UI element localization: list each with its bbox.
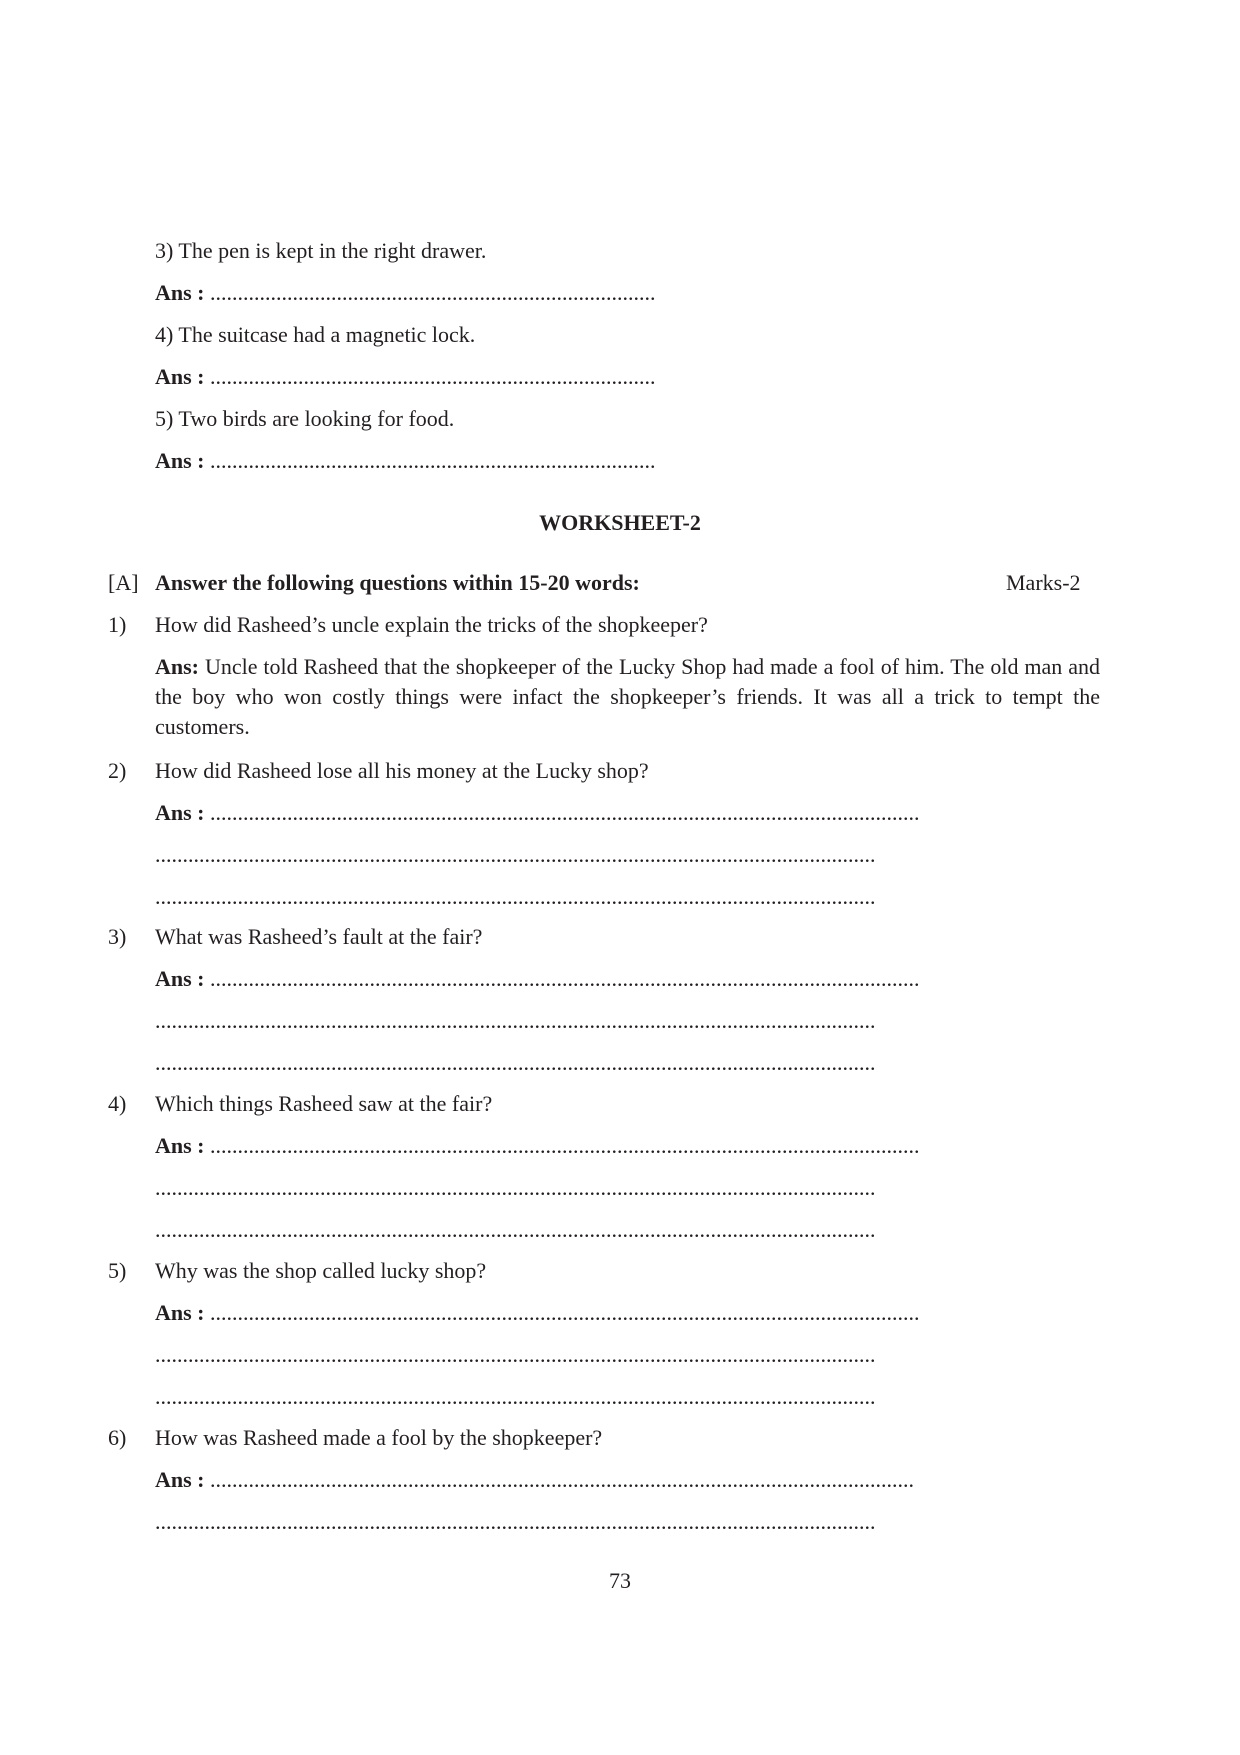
question-number: 6) xyxy=(108,1425,127,1450)
question-text: Why was the shop called lucky shop? xyxy=(155,1258,487,1283)
question-text: How did Rasheed lose all his money at the Lucky shop? xyxy=(155,758,649,783)
ans-label: Ans : xyxy=(155,800,205,825)
answer-continuation-line: ................................................................................................................................... xyxy=(155,1384,876,1409)
ans-label: Ans : xyxy=(155,1300,205,1325)
page-number: 73 xyxy=(609,1568,631,1593)
ans-dots: ................................................................................. xyxy=(210,280,656,305)
ans-label: Ans : xyxy=(155,364,205,389)
prev-answer-line-5 xyxy=(155,446,656,476)
answer-continuation-line: ................................................................................................................................... xyxy=(155,1050,876,1075)
answer-line xyxy=(155,798,920,828)
ans-label: Ans : xyxy=(155,448,205,473)
ans-dots: ................................................................................. xyxy=(210,364,656,389)
ans-dots: ................................................................................. xyxy=(210,448,656,473)
ans-dots: ................................................................................................................................. xyxy=(210,966,920,991)
ans-label: Ans: xyxy=(155,654,200,679)
prev-answer-line-3 xyxy=(155,278,656,308)
answer-continuation-line: ................................................................................................................................... xyxy=(155,1509,876,1534)
question-number: 1) xyxy=(108,612,127,637)
ans-label: Ans : xyxy=(155,280,205,305)
prev-answer-line-4 xyxy=(155,362,656,392)
question-text: What was Rasheed’s fault at the fair? xyxy=(155,924,483,949)
answer-continuation-line: ................................................................................................................................... xyxy=(155,1008,876,1033)
question-number: 3) xyxy=(108,924,127,949)
answer-continuation-line: ................................................................................................................................... xyxy=(155,1342,876,1367)
question-text: Which things Rasheed saw at the fair? xyxy=(155,1091,493,1116)
answer-line xyxy=(155,964,920,994)
prev-statement-3: 3) The pen is kept in the right drawer. xyxy=(155,238,487,263)
question-number: 4) xyxy=(108,1091,127,1116)
answer-continuation-line: ................................................................................................................................... xyxy=(155,1175,876,1200)
answer-continuation-line: ................................................................................................................................... xyxy=(155,1217,876,1242)
answer-paragraph xyxy=(155,652,1100,742)
ans-dots: ................................................................................................................................. xyxy=(210,1133,920,1158)
answer-text: Uncle told Rasheed that the shopkeeper of the Lucky Shop had made a fool of him. The old man and the boy who won costly things were infact the shopkeeper’s friends. It was all a trick to tempt the customers. xyxy=(155,654,1101,739)
answer-line xyxy=(155,1298,920,1328)
ans-label: Ans : xyxy=(155,1133,205,1158)
section-marks: Marks-2 xyxy=(1006,570,1081,595)
ans-dots: ................................................................................................................................. xyxy=(210,800,920,825)
answer-continuation-line: ................................................................................................................................... xyxy=(155,842,876,867)
prev-statement-4: 4) The suitcase had a magnetic lock. xyxy=(155,322,476,347)
answer-line xyxy=(155,1131,920,1161)
ans-dots: ................................................................................................................................ xyxy=(210,1467,915,1492)
ans-label: Ans : xyxy=(155,966,205,991)
question-number: 5) xyxy=(108,1258,127,1283)
answer-line xyxy=(155,1465,914,1495)
worksheet-title: WORKSHEET-2 xyxy=(539,510,701,535)
ans-dots: ................................................................................................................................. xyxy=(210,1300,920,1325)
prev-statement-5: 5) Two birds are looking for food. xyxy=(155,406,455,431)
question-number: 2) xyxy=(108,758,127,783)
section-tag: [A] xyxy=(108,570,139,595)
question-text: How was Rasheed made a fool by the shopkeeper? xyxy=(155,1425,603,1450)
section-instruction: Answer the following questions within 15-20 words: xyxy=(155,570,640,595)
question-text: How did Rasheed’s uncle explain the tricks of the shopkeeper? xyxy=(155,612,708,637)
answer-continuation-line: ................................................................................................................................... xyxy=(155,884,876,909)
ans-label: Ans : xyxy=(155,1467,205,1492)
